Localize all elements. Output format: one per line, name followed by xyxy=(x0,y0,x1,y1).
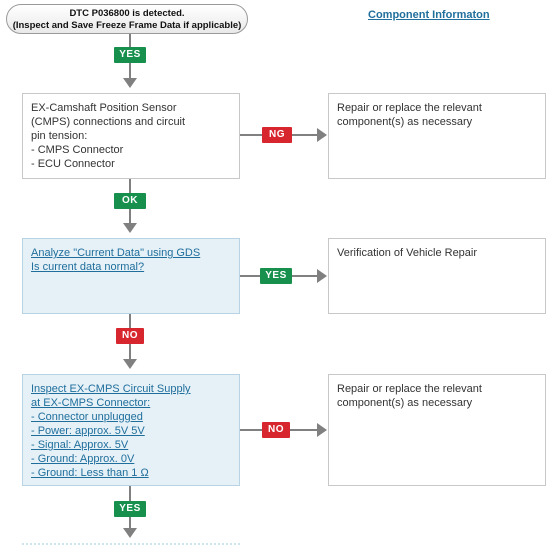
step3-line-6[interactable]: - Ground: Approx. 0V xyxy=(31,453,135,465)
step3-line-3[interactable]: - Connector unplugged xyxy=(31,411,143,423)
no-badge-2: NO xyxy=(262,422,290,438)
step3-box xyxy=(22,374,240,486)
result1-line-1: Repair or replace the relevant xyxy=(337,102,482,114)
arrow-right-3 xyxy=(317,423,327,437)
step3-line-5[interactable]: - Signal: Approx. 5V xyxy=(31,439,129,451)
step3-line-4[interactable]: - Power: approx. 5V 5V xyxy=(31,425,145,437)
step1-box xyxy=(22,93,240,179)
result2-box xyxy=(328,238,546,314)
step2-line-2[interactable]: Is current data normal? xyxy=(31,261,145,273)
no-badge-1: NO xyxy=(116,328,144,344)
arrow-right-1 xyxy=(317,128,327,142)
start-line-1: DTC P036800 is detected. xyxy=(69,8,185,19)
start-node xyxy=(6,4,248,34)
arrow-down-4 xyxy=(123,528,137,538)
yes-badge-3: YES xyxy=(114,501,146,517)
step2-line-1[interactable]: Analyze "Current Data" using GDS xyxy=(31,247,201,259)
step1-line-1: EX-Camshaft Position Sensor xyxy=(31,102,177,114)
result1-box xyxy=(328,93,546,179)
result1-line-2: component(s) as necessary xyxy=(337,116,473,128)
yes-badge-1: YES xyxy=(114,47,146,63)
step1-line-4: - CMPS Connector xyxy=(31,144,124,156)
step3-line-7[interactable]: - Ground: Less than 1 Ω xyxy=(31,467,149,479)
arrow-down-2 xyxy=(123,223,137,233)
component-information-link[interactable]: Component Informaton xyxy=(368,9,490,21)
step3-line-1[interactable]: Inspect EX-CMPS Circuit Supply xyxy=(31,383,191,395)
arrow-right-2 xyxy=(317,269,327,283)
step1-line-3: pin tension: xyxy=(31,130,88,142)
next-step-box-edge xyxy=(22,543,240,545)
ok-badge: OK xyxy=(114,193,146,209)
step3-line-2[interactable]: at EX-CMPS Connector: xyxy=(31,397,151,409)
result2-line-1: Verification of Vehicle Repair xyxy=(337,247,478,259)
ng-badge: NG xyxy=(262,127,292,143)
result3-line-2: component(s) as necessary xyxy=(337,397,473,409)
arrow-down-1 xyxy=(123,78,137,88)
step2-box xyxy=(22,238,240,314)
step1-line-5: - ECU Connector xyxy=(31,158,115,170)
start-line-2: (Inspect and Save Freeze Frame Data if applicable) xyxy=(12,20,242,31)
result3-box xyxy=(328,374,546,486)
step1-line-2: (CMPS) connections and circuit xyxy=(31,116,186,128)
yes-badge-2: YES xyxy=(260,268,292,284)
result3-line-1: Repair or replace the relevant xyxy=(337,383,482,395)
arrow-down-3 xyxy=(123,359,137,369)
